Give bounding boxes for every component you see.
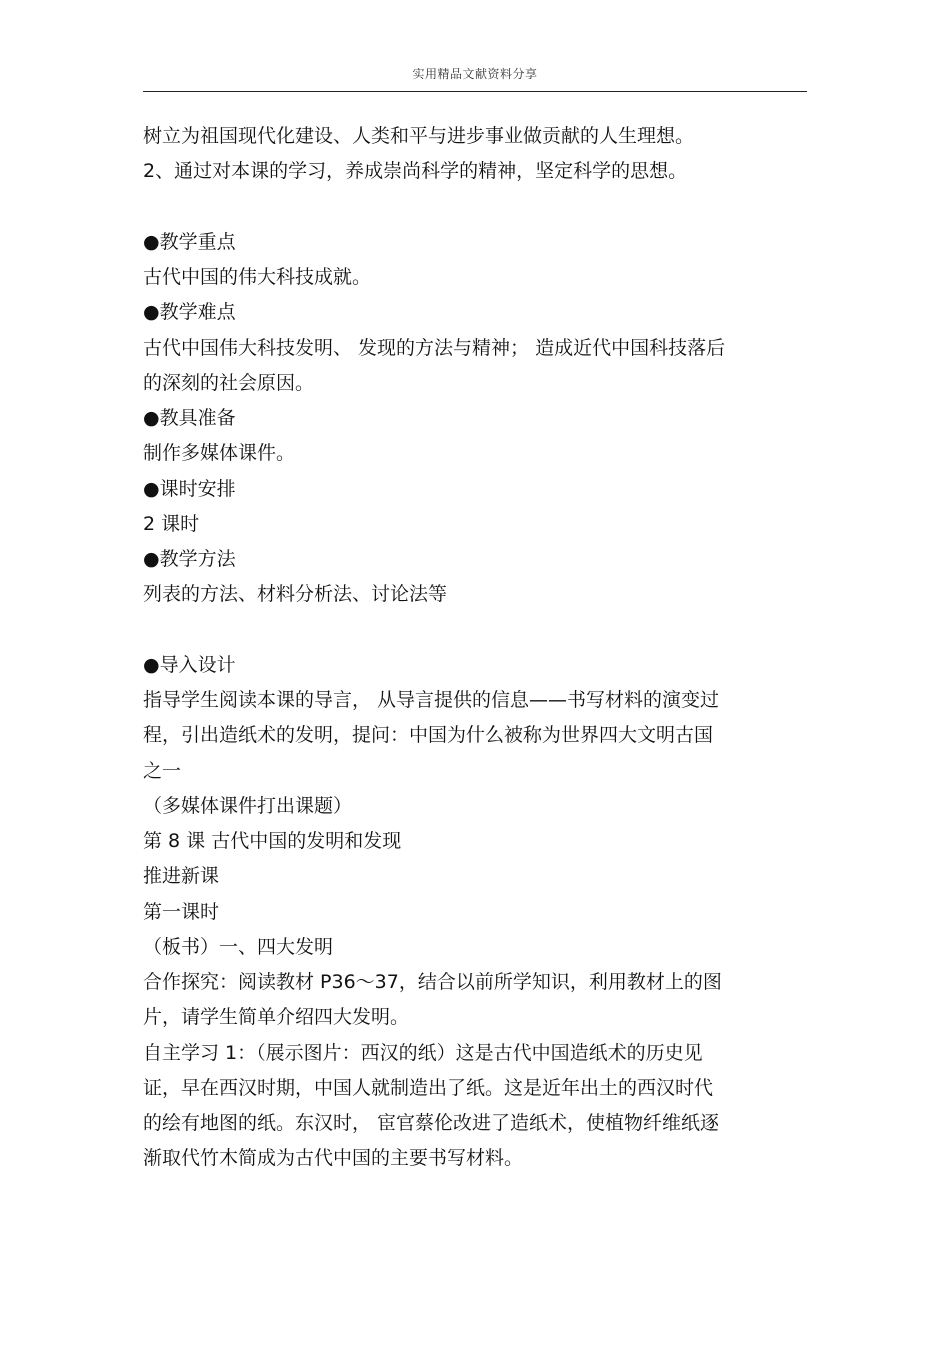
text-line: 的深刻的社会原因。 (143, 371, 315, 394)
text-line: 指导学生阅读本课的导言， 从导言提供的信息——书写材料的演变过 (143, 689, 720, 711)
section-heading-difficulties: ●教学难点 (143, 301, 236, 324)
text-line: 之一 (143, 759, 182, 782)
text-line: 证，早在西汉时期，中国人就制造出了纸。这是近年出土的西汉时代 (143, 1076, 714, 1099)
text-line: 树立为祖国现代化建设、人类和平与进步事业做贡献的人生理想。 (143, 125, 695, 147)
text-line: （板书）一、四大发明 (143, 935, 334, 958)
section-heading-introduction: ●导入设计 (143, 653, 236, 676)
page-header: 实用精品文献资料分享 (412, 67, 538, 81)
text-line: 的绘有地图的纸。东汉时， 宦官蔡伦改进了造纸术，使植物纤维纸逐 (143, 1112, 720, 1134)
lesson-title: 第 8 课 古代中国的发明和发现 (143, 830, 402, 852)
text-line: 2 课时 (143, 512, 200, 535)
section-heading-methods: ●教学方法 (143, 548, 236, 570)
text-line: 制作多媒体课件。 (143, 442, 296, 465)
text-line: 片，请学生简单介绍四大发明。 (143, 1006, 410, 1029)
text-line: （多媒体课件打出课题） (143, 794, 353, 817)
section-heading-key-points: ●教学重点 (143, 230, 236, 253)
header-divider (143, 91, 807, 92)
text-line: 推进新课 (143, 865, 220, 888)
text-line: 自主学习 1：（展示图片：西汉的纸）这是古代中国造纸术的历史见 (143, 1041, 703, 1064)
text-line: 列表的方法、材料分析法、讨论法等 (143, 583, 448, 606)
section-heading-materials: ●教具准备 (143, 407, 236, 429)
text-line: 渐取代竹木简成为古代中国的主要书写材料。 (143, 1147, 524, 1170)
text-line: 第一课时 (143, 900, 220, 923)
section-heading-schedule: ●课时安排 (143, 477, 236, 500)
blank-line (143, 190, 803, 225)
text-line: 合作探究：阅读教材 P36～37，结合以前所学知识，利用教材上的图 (143, 971, 722, 993)
text-line: 古代中国伟大科技发明、 发现的方法与精神； 造成近代中国科技落后 (143, 336, 726, 359)
text-line: 程，引出造纸术的发明，提问：中国为什么被称为世界四大文明古国 (143, 724, 714, 747)
text-line: 2、通过对本课的学习，养成崇尚科学的精神，坚定科学的思想。 (143, 160, 688, 183)
blank-line (143, 613, 803, 648)
text-line: 古代中国的伟大科技成就。 (143, 266, 372, 288)
document-body (143, 119, 803, 1177)
